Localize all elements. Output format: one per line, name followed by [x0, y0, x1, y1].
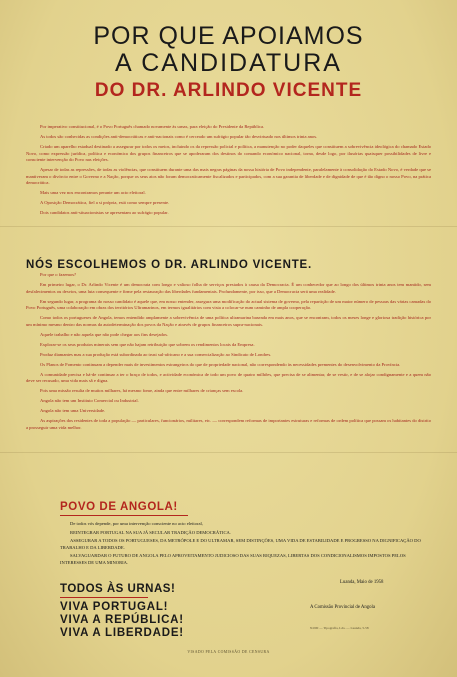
- poster-title-line-2: A CANDIDATURA: [115, 49, 342, 77]
- paragraph: Aquele trabalho e não aquela que não pode chegar aos fins desejados.: [40, 331, 169, 337]
- paragraph: Em segundo lugar, a programa do nosso candidato é aquele que, em nosso entender, assegura uma modificação do actual sistema de governo, pela repartição de um maior número de pessoas das várias camadas do Povo Português, uma colaboração em obras dos territórios Ultramarinos, em termos igualitários com vista a colocar-se num caminho de ampla cooperação.: [26, 298, 431, 311]
- paragraph: SALVAGUARDAR O FUTURO DE ANGOLA PELO APROVEITAMENTO JUDICIOSO DAS SUAS RIQUEZAS, LIBERTAS DOS CONDICIONALISMOS IMPOSTOS PELOS INTERESSES DE UMA MINORIA.: [60, 553, 406, 565]
- paragraph: Explorar-se os seus produtos minerais sem que não hajam retribuição que sobrem os rendimentos locais da Empresa.: [40, 341, 255, 347]
- paragraph: ASSEGURAR A TODOS OS PORTUGUESES, DA METRÓPOLE E DO ULTRAMAR, SEM DISTINÇÕES, UMA VIDA DE ESTABILIDADE E PROGRESSO NA DIGNIFICAÇÃO DO TRABALHO E DA LIBERDADE.: [60, 538, 421, 550]
- paragraph: Angola não tem um Instituto Comercial ou Industrial.: [40, 398, 139, 404]
- section-heading: NÓS ESCOLHEMOS O DR. ARLINDO VICENTE.: [26, 259, 313, 271]
- povo-section: [60, 521, 432, 569]
- paragraph: Produz diamantes mas a sua produção está subordinada ao trust sul-africano e a sua comercialização ao Sindicato de Londres.: [40, 351, 272, 357]
- slogan-viva-portugal: VIVA PORTUGAL!: [60, 601, 169, 613]
- paragraph: A Oposição Democrática, fiel a si própria, está como sempre presente.: [40, 200, 170, 206]
- heading-underline: [60, 515, 188, 516]
- paragraph: REINTEGRAR PORTUGAL NA SUA JÁ SECULAR TRADIÇÃO DEMOCRÁTICA.: [70, 529, 232, 535]
- paragraph: Mais uma vez nos encontramos perante um acto eleitoral.: [40, 190, 146, 196]
- reasons-section: [26, 272, 431, 496]
- intro-section: [26, 124, 431, 254]
- paragraph: De todos vós depende, por uma intervenção consciente no acto eleitoral,: [70, 521, 203, 526]
- paragraph: Dois candidatos anti-situacionistas se apresentam ao sufrágio popular.: [40, 210, 169, 216]
- poster-title-line-1: POR QUE APOIAMOS: [93, 22, 364, 50]
- paragraph: As todos são conhecidas as condições anti-democráticas e anti-nacionais como é cerceado um sufrágio popular tão desvirtuado nos últimos trinta anos.: [40, 133, 318, 139]
- heading-underline: [60, 597, 148, 598]
- povo-heading: POVO DE ANGOLA!: [60, 501, 178, 513]
- slogan-viva-republica: VIVA A REPÚBLICA!: [60, 614, 184, 626]
- paragraph: A comunidade precisa e há-de continuar a ter o braço de todos, e actividade económica de todo um povo de quatro milhões, que precisa de se alimentar, de se vestir, e de se alojar condignamente e a quem não deve ser recusado, uma vida mais sã e digna.: [26, 371, 431, 384]
- censorship-note: VISADO PELA COMISSÃO DE CENSURA: [187, 650, 270, 654]
- printer-imprint: N.000 — Tipografia, Lda. — Luanda, 5-58: [310, 626, 369, 630]
- paragraph: Os Planos de Fomento continuam a depender mais de investimentos estrangeiros do que de propriedade nacional, não correspondendo às necessidades prementes do desenvolvimento da Província.: [40, 361, 401, 367]
- paragraph: Angola não tem uma Universidade.: [40, 408, 106, 414]
- paragraph: Em primeiro lugar, o Dr. Arlindo Vicente é um democrata com longo e valioso folha de serviços prestados à causa da Democracia. É um conhecedor que ao longo dos últimos trinta anos tem mantido, sem desfalecimentos ou desvios, uma luta consequente e firme pela restauração das liberdades fundamentais. Profundamente, por isso, que a Democracia será uma realidade.: [26, 281, 431, 294]
- paragraph: Por que o fazemos?: [40, 272, 77, 277]
- signature: A Comissão Provincial de Angola: [310, 605, 376, 610]
- paragraph: Como todos os portugueses de Angola, temos entendido amplamente a sobrevivência de uma política ultramarina baseada em mais anos, que se encontram, todos os meses longe e gloriosa tradição histórica por um mínimo mesmo dentro das normas da autodeterminação dos povos da Nação e através de grupos financeiros supra-nacionais.: [26, 315, 431, 327]
- paragraph: Por imperativo constitucional, é o Povo Português chamado novamente às urnas, para eleição do Presidente da República.: [40, 124, 265, 129]
- paragraph: Criado um aparelho estadual destinado a assegurar por todos os meios, incluindo os da repressão policial e política, a manutenção no poder daqueles que constituem a sobrevivência ideológica do chamado Estado Novo, como expressão jurídica, política e económica dos grupos financeiros que se apoderaram dos destinos do comando económico nacional, torna, desde logo, por ilusórias quaisquer possibilidades de livre e consciente intervenção do Povo nas eleições.: [26, 143, 431, 163]
- paragraph: As aspirações dos residentes de toda a população — particulares, funcionários, militares, etc. — correspondem reformas de importantes estruturas e reformas de ordem política que possam os habitantes do distrito a prosseguir uma vida melhor.: [26, 418, 431, 430]
- slogan-viva-liberdade: VIVA A LIBERDADE!: [60, 627, 184, 639]
- place-date: Luanda, Maio de 1958: [340, 580, 384, 585]
- paragraph: Apesar de todas as repressões, de todas as violências, que constituem durante uma das mais negras páginas da nossa história de Povo independente, paralelamente à consolidação do Estado Novo, é verdade que se mantiveram o divórcio entre o Governo e a Nação, porque os seus atos não foram democraticamente fiscalizados e participados, com a sua garantia de liberdade e de dignidade de que é tão digno o nosso Povo, na prática democrática.: [26, 167, 431, 186]
- poster-title-line-3: DO DR. ARLINDO VICENTE: [94, 80, 363, 101]
- urnas-heading: TODOS ÀS URNAS!: [60, 583, 176, 595]
- paragraph: Pois uma missão resulta de muitos milhares, há mesmo fome, ainda que entre milhares de crianças sem escola.: [40, 388, 244, 394]
